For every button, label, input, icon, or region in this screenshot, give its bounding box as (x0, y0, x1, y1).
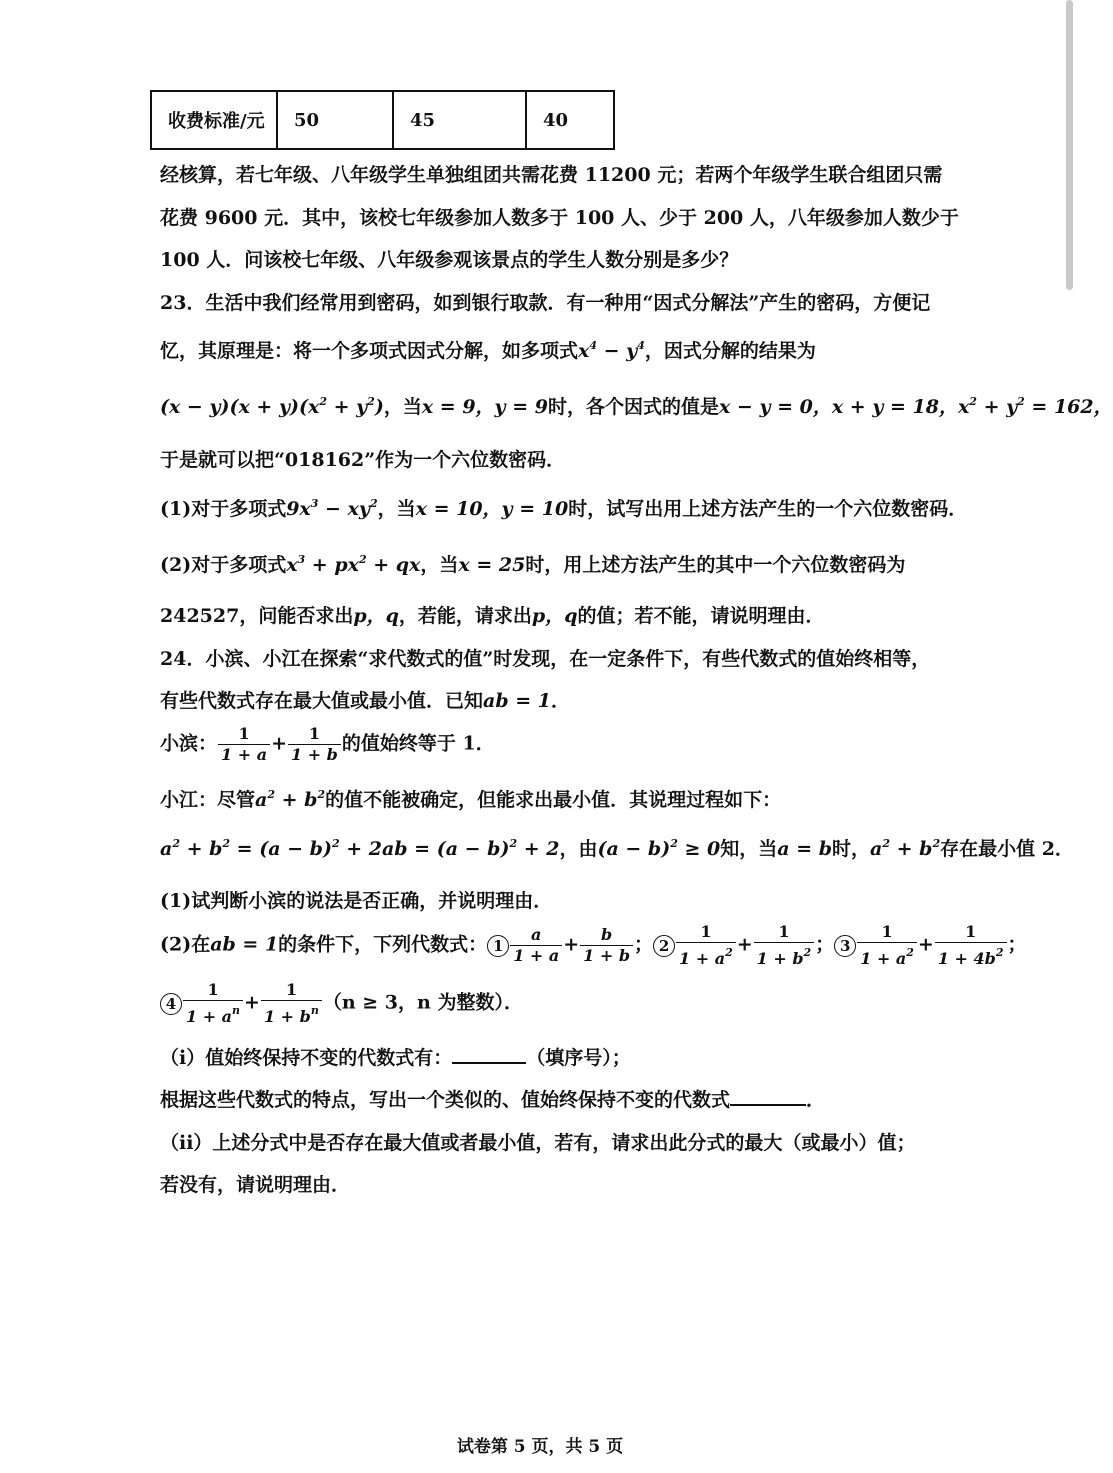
text-segment: 242527，问能否求出 (160, 605, 354, 627)
text-segment: ，当 (377, 498, 416, 520)
text-line: 小滨： $\frac{1}{1 + a}$ + $\frac{1}{1 + b}$ 的值始终等于 1． (160, 724, 495, 764)
text-segment: （n ≥ 3，n 为整数）． (322, 991, 523, 1014)
page-footer: 试卷第 5 页，共 5 页 (456, 1437, 624, 1457)
math-expression: x − y = 0，x + y = 18，$x^2 + y^2 = 162$， (718, 395, 1113, 418)
fraction: $\frac{b}{1 + b}$ (580, 925, 633, 966)
text-line (160, 785, 781, 812)
fraction: $\frac{1}{1 + a^2}$ (676, 922, 736, 969)
text-line: 若没有，请说明理由． (160, 1174, 351, 1196)
math-expression: p，q (531, 605, 578, 627)
text-segment: ，由 (559, 838, 598, 860)
text-line: (1)试判断小滨的说法是否正确，并说明理由． (160, 890, 553, 912)
text-line: 4 $\frac{1}{1 + a^n}$ + $\frac{1}{1 + b^n}$ （n ≥ 3，n 为整数）． (160, 980, 523, 1027)
text-segment: 存在最小值 2． (940, 838, 1074, 860)
fraction: $\frac{1}{1 + a^n}$ (183, 980, 243, 1027)
text-line: (2)在ab = 1的条件下，下列代数式： 1 $\frac{a}{1 + a}$ + $\frac{b}{1 + b}$ ； 2 $\frac{1}{1 + a^2}$ + $\frac{1}{1 + b^2}$ ； 3 $\frac{1}{1 + a^2}$ + $\frac{1}{1 + 4b^2}$ ； (160, 922, 1027, 968)
fraction: $\frac{1}{1 + b}$ (288, 724, 341, 765)
text-segment: ，当 (420, 554, 459, 576)
math-expression: x = 25 (458, 554, 526, 576)
text-segment: 的条件下，下列代数式： (278, 933, 488, 956)
text-line: 花费 9600 元．其中，该校七年级参加人数多于 100 人、少于 200 人，八年级参加人数少于 (160, 207, 959, 229)
fraction: $\frac{1}{1 + b^2}$ (754, 922, 815, 969)
text-segment: 时，试写出用上述方法产生的一个六位数密码． (568, 498, 968, 520)
text-line (160, 550, 905, 577)
fraction: $\frac{1}{1 + b^n}$ (261, 980, 322, 1027)
circled-number-3: 3 (834, 935, 856, 957)
table-cell: 45 (393, 91, 526, 149)
question-24-intro: 24．小滨、小江在探索“求代数式的值”时发现，在一定条件下，有些代数式的值始终相等， (160, 648, 931, 670)
math-expression: $a^2 + b^2 = (a - b)^2 + 2ab = (a - b)^2 + 2$ (160, 837, 560, 860)
text-segment: (2)对于多项式 (160, 554, 287, 576)
text-segment: 的值不能被确定，但能求出最小值．其说理过程如下： (325, 789, 782, 811)
answer-blank[interactable] (452, 1044, 526, 1064)
fee-table (150, 90, 615, 150)
text-segment: 时，各个因式的值是 (547, 396, 719, 418)
scrollbar-thumb[interactable] (1066, 0, 1073, 290)
text-segment: 忆，其原理是：将一个多项式因式分解，如多项式 (160, 340, 579, 362)
text-segment: 的值；若不能，请说明理由． (577, 605, 825, 627)
math-expression: $9x^3 - xy^2$ (286, 497, 378, 520)
text-line: 经核算，若七年级、八年级学生单独组团共需花费 11200 元；若两个年级学生联合组团只需 (160, 164, 943, 186)
fraction: $\frac{a}{1 + a}$ (510, 925, 562, 966)
math-expression: x = 9，y = 9 (421, 396, 548, 418)
text-segment: 时， (832, 838, 871, 860)
text-segment: ，当 (383, 396, 422, 418)
text-segment: ，因式分解的结果为 (644, 340, 816, 362)
text-segment: 有些代数式存在最大值或最小值．已知 (160, 690, 484, 712)
text-segment: （i）值始终保持不变的代数式有： (160, 1047, 453, 1069)
text-segment: 小江：尽管 (160, 789, 256, 811)
text-segment: (1)对于多项式 (160, 498, 287, 520)
text-line (160, 1043, 631, 1070)
math-expression: $(a - b)^2 \ge 0$ (597, 837, 721, 860)
text-line: 于是就可以把“018162”作为一个六位数密码． (160, 449, 566, 471)
question-23-intro: 23．生活中我们经常用到密码，如到银行取款．有一种用“因式分解法”产生的密码，方便记 (160, 292, 931, 314)
table-row (151, 91, 614, 149)
text-segment: ，若能，请求出 (398, 605, 532, 627)
circled-number-1: 1 (487, 935, 509, 957)
text-line: 根据这些代数式的特点，写出一个类似的、值始终保持不变的代数式 ． (160, 1085, 825, 1112)
text-line (160, 494, 967, 521)
table-cell: 50 (277, 91, 393, 149)
math-expression: x = 10，y = 10 (415, 498, 569, 520)
text-segment: (2)在 (160, 933, 211, 956)
text-line (160, 834, 1074, 861)
answer-blank[interactable] (730, 1086, 806, 1106)
fraction: $\frac{1}{1 + a^2}$ (857, 922, 917, 969)
table-cell-label: 收费标准/元 (151, 91, 277, 149)
text-segment: 根据这些代数式的特点，写出一个类似的、值始终保持不变的代数式 (160, 1089, 731, 1111)
math-expression: p，q (353, 605, 399, 627)
text-segment: 知，当 (720, 838, 778, 860)
table-cell: 40 (526, 91, 614, 149)
math-expression: ab = 1 (210, 933, 279, 956)
text-segment: 时，用上述方法产生的其中一个六位数密码为 (525, 554, 906, 576)
circled-number-2: 2 (653, 935, 675, 957)
text-line (160, 392, 1113, 419)
math-expression: ab = 1 (483, 690, 551, 712)
text-line (160, 336, 816, 363)
text-line (160, 601, 825, 628)
math-expression: $a^2 + b^2$ (255, 788, 326, 811)
math-expression: a = b (777, 838, 833, 860)
circled-number-4: 4 (160, 993, 182, 1015)
text-line: （ii）上述分式中是否存在最大值或者最小值，若有，请求出此分式的最大（或最小）值； (160, 1132, 916, 1154)
text-line: 有些代数式存在最大值或最小值．已知ab = 1． (160, 690, 570, 712)
fraction: $\frac{1}{1 + a}$ (218, 724, 270, 765)
text-segment: 小滨： (160, 732, 218, 755)
math-expression: $x^4 - y^4$ (578, 339, 645, 362)
fraction: $\frac{1}{1 + 4b^2}$ (935, 922, 1007, 969)
math-expression: $(x - y)(x + y)(x^2 + y^2)$ (160, 395, 384, 418)
math-expression: $x^3 + px^2$ + qx (286, 553, 421, 576)
text-segment: （填序号）； (526, 1047, 631, 1069)
math-expression: $a^2 + b^2$ (870, 837, 941, 860)
text-line: 100 人．问该校七年级、八年级参观该景点的学生人数分别是多少？ (160, 249, 739, 271)
text-segment: 的值始终等于 1． (341, 732, 495, 755)
